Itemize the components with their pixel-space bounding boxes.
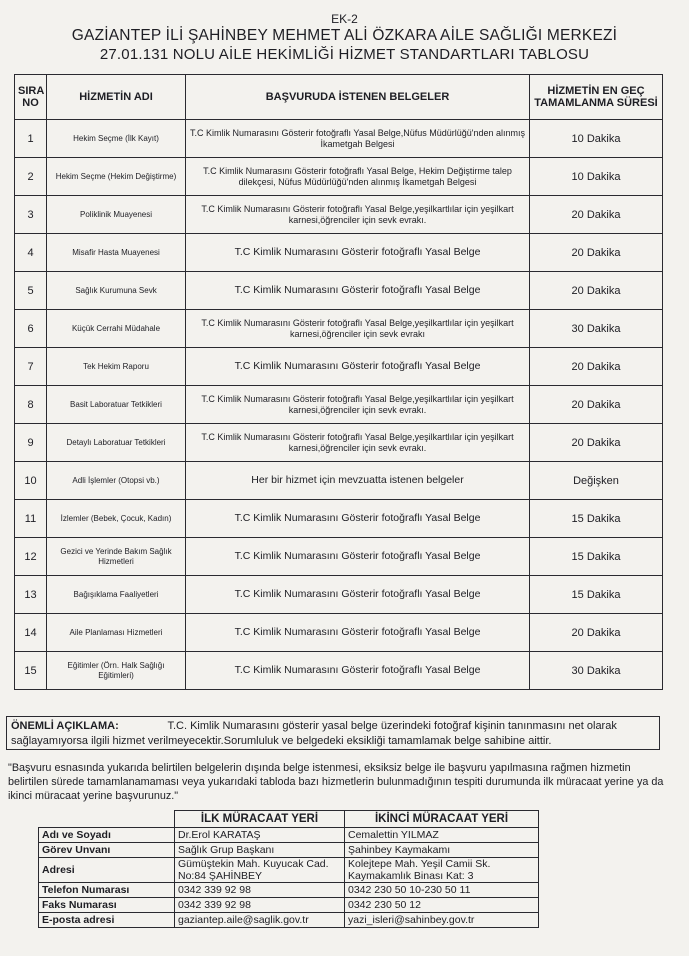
completion-time: 30 Dakika <box>530 652 663 690</box>
document-title: GAZİANTEP İLİ ŞAHİNBEY MEHMET ALİ ÖZKARA AİLE SAĞLIĞI MERKEZİ <box>71 27 618 44</box>
row-number: 7 <box>15 348 47 386</box>
table-row <box>15 196 663 234</box>
required-documents: T.C Kimlik Numarasını Gösterir fotoğraflı Yasal Belge,yeşilkartlılar için yeşilkart karnesi,öğrenciler için sevk evrakı <box>186 310 530 348</box>
service-name: Adli İşlemler (Otopsi vb.) <box>47 462 186 500</box>
application-notice: "Başvuru esnasında yukarıda belirtilen belgelerin dışında belge istenmesi, eksiksiz belge ile başvuru yapılmasına rağmen hizmetin belirtilen sürede tamamlanamaması veya yukarıdaki tabloda bazı hizmetlerin bulunmadığının tespiti durumunda ilk müracaat yerine ya da ikinci müracaat yerine başvurunuz." <box>8 762 664 802</box>
first-office-value: gaziantep.aile@saglik.gov.tr <box>175 913 345 928</box>
service-name: Küçük Cerrahi Müdahale <box>47 310 186 348</box>
required-documents: T.C Kimlik Numarasını Gösterir fotoğraflı Yasal Belge <box>186 348 530 386</box>
completion-time: 20 Dakika <box>530 424 663 462</box>
table-row <box>15 120 663 158</box>
table-header-row <box>15 75 663 120</box>
contact-table <box>38 810 539 928</box>
required-documents: T.C Kimlik Numarasını Gösterir fotoğraflı Yasal Belge <box>186 614 530 652</box>
first-office-value: Sağlık Grup Başkanı <box>175 843 345 858</box>
table-row <box>15 158 663 196</box>
completion-time: Değişken <box>530 462 663 500</box>
completion-time: 15 Dakika <box>530 576 663 614</box>
second-office-value: Şahinbey Kaymakamı <box>345 843 539 858</box>
service-name: Bağışıklama Faaliyetleri <box>47 576 186 614</box>
contact-header-empty <box>39 811 175 828</box>
completion-time: 10 Dakika <box>530 158 663 196</box>
table-row <box>15 500 663 538</box>
important-note-label: ÖNEMLİ AÇIKLAMA: <box>11 720 119 732</box>
row-number: 4 <box>15 234 47 272</box>
required-documents: Her bir hizmet için mevzuatta istenen belgeler <box>186 462 530 500</box>
second-office-value: yazi_isleri@sahinbey.gov.tr <box>345 913 539 928</box>
row-number: 3 <box>15 196 47 234</box>
contact-row <box>39 843 539 858</box>
header-first-office: İLK MÜRACAAT YERİ <box>175 811 345 828</box>
completion-time: 30 Dakika <box>530 310 663 348</box>
header-second-office: İKİNCİ MÜRACAAT YERİ <box>345 811 539 828</box>
service-name: Aile Planlaması Hizmetleri <box>47 614 186 652</box>
second-office-value: 0342 230 50 10-230 50 11 <box>345 883 539 898</box>
contact-row <box>39 828 539 843</box>
row-number: 11 <box>15 500 47 538</box>
first-office-value: 0342 339 92 98 <box>175 898 345 913</box>
table-row <box>15 424 663 462</box>
table-row <box>15 538 663 576</box>
row-number: 15 <box>15 652 47 690</box>
table-row <box>15 462 663 500</box>
service-name: İzlemler (Bebek, Çocuk, Kadın) <box>47 500 186 538</box>
contact-label: Faks Numarası <box>39 898 175 913</box>
service-name: Sağlık Kurumuna Sevk <box>47 272 186 310</box>
required-documents: T.C Kimlik Numarasını Gösterir fotoğraflı Yasal Belge <box>186 500 530 538</box>
service-name: Hekim Seçme (İlk Kayıt) <box>47 120 186 158</box>
contact-label: Adı ve Soyadı <box>39 828 175 843</box>
required-documents: T.C Kimlik Numarasını Gösterir fotoğraflı Yasal Belge,Nüfus Müdürlüğü'nden alınmış İkametgah Belgesi <box>186 120 530 158</box>
completion-time: 20 Dakika <box>530 272 663 310</box>
service-name: Detaylı Laboratuar Tetkikleri <box>47 424 186 462</box>
service-name: Hekim Seçme (Hekim Değiştirme) <box>47 158 186 196</box>
completion-time: 15 Dakika <box>530 538 663 576</box>
table-row <box>15 272 663 310</box>
first-office-value: 0342 339 92 98 <box>175 883 345 898</box>
completion-time: 20 Dakika <box>530 348 663 386</box>
header-completion-time: HİZMETİN EN GEÇ TAMAMLANMA SÜRESİ <box>530 75 663 120</box>
contact-header-row <box>39 811 539 828</box>
contact-row <box>39 898 539 913</box>
completion-time: 20 Dakika <box>530 614 663 652</box>
table-row <box>15 348 663 386</box>
service-name: Basit Laboratuar Tetkikleri <box>47 386 186 424</box>
completion-time: 20 Dakika <box>530 386 663 424</box>
table-row <box>15 652 663 690</box>
table-row <box>15 386 663 424</box>
row-number: 10 <box>15 462 47 500</box>
table-row <box>15 576 663 614</box>
second-office-value: Kolejtepe Mah. Yeşil Camii Sk. Kaymakamlık Binası Kat: 3 <box>345 858 539 883</box>
contact-row <box>39 913 539 928</box>
document-subtitle: 27.01.131 NOLU AİLE HEKİMLİĞİ HİZMET STANDARTLARI TABLOSU <box>99 46 590 63</box>
header-required-documents: BAŞVURUDA İSTENEN BELGELER <box>186 75 530 120</box>
service-name: Misafir Hasta Muayenesi <box>47 234 186 272</box>
service-name: Eğitimler (Örn. Halk Sağlığı Eğitimleri) <box>47 652 186 690</box>
contact-label: Adresi <box>39 858 175 883</box>
required-documents: T.C Kimlik Numarasını Gösterir fotoğraflı Yasal Belge,yeşilkartlılar için yeşilkart karnesi,öğrenciler için sevk evrakı. <box>186 424 530 462</box>
service-standards-table <box>14 74 663 690</box>
service-name: Gezici ve Yerinde Bakım Sağlık Hizmetleri <box>47 538 186 576</box>
table-row <box>15 614 663 652</box>
service-name: Poliklinik Muayenesi <box>47 196 186 234</box>
row-number: 2 <box>15 158 47 196</box>
second-office-value: 0342 230 50 12 <box>345 898 539 913</box>
row-number: 5 <box>15 272 47 310</box>
completion-time: 20 Dakika <box>530 234 663 272</box>
row-number: 6 <box>15 310 47 348</box>
row-number: 1 <box>15 120 47 158</box>
required-documents: T.C Kimlik Numarasını Gösterir fotoğraflı Yasal Belge <box>186 272 530 310</box>
contact-label: Telefon Numarası <box>39 883 175 898</box>
required-documents: T.C Kimlik Numarasını Gösterir fotoğraflı Yasal Belge <box>186 234 530 272</box>
completion-time: 20 Dakika <box>530 196 663 234</box>
required-documents: T.C Kimlik Numarasını Gösterir fotoğraflı Yasal Belge <box>186 538 530 576</box>
important-note-text: T.C. Kimlik Numarasını gösterir yasal belge üzerindeki fotoğraf kişinin tanınmasını net olarak sağlayamıyorsa ilgili hizmet verilmeyecektir.Sorumluluk ve belgedeki eksikliği tamamlamak belge sahibine aittir. <box>11 720 617 747</box>
completion-time: 15 Dakika <box>530 500 663 538</box>
required-documents: T.C Kimlik Numarasını Gösterir fotoğraflı Yasal Belge,yeşilkartlılar için yeşilkart karnesi,öğrenciler için sevk evrakı. <box>186 386 530 424</box>
contact-row <box>39 858 539 883</box>
annex-label: EK-2 <box>331 12 358 26</box>
row-number: 13 <box>15 576 47 614</box>
completion-time: 10 Dakika <box>530 120 663 158</box>
first-office-value: Gümüştekin Mah. Kuyucak Cad. No:84 ŞAHİNBEY <box>175 858 345 883</box>
row-number: 8 <box>15 386 47 424</box>
important-note <box>6 716 660 750</box>
required-documents: T.C Kimlik Numarasını Gösterir fotoğraflı Yasal Belge,yeşilkartlılar için yeşilkart karnesi,öğrenciler için sevk evrakı. <box>186 196 530 234</box>
required-documents: T.C Kimlik Numarasını Gösterir fotoğraflı Yasal Belge, Hekim Değiştirme talep dilekçesi, Nüfus Müdürlüğü'nden alınmış İkametgah Belgesi <box>186 158 530 196</box>
required-documents: T.C Kimlik Numarasını Gösterir fotoğraflı Yasal Belge <box>186 576 530 614</box>
row-number: 12 <box>15 538 47 576</box>
header-sira-no: SIRA NO <box>15 75 47 120</box>
second-office-value: Cemalettin YILMAZ <box>345 828 539 843</box>
required-documents: T.C Kimlik Numarasını Gösterir fotoğraflı Yasal Belge <box>186 652 530 690</box>
contact-label: E-posta adresi <box>39 913 175 928</box>
row-number: 14 <box>15 614 47 652</box>
row-number: 9 <box>15 424 47 462</box>
first-office-value: Dr.Erol KARATAŞ <box>175 828 345 843</box>
header-service-name: HİZMETİN ADI <box>47 75 186 120</box>
service-name: Tek Hekim Raporu <box>47 348 186 386</box>
contact-label: Görev Unvanı <box>39 843 175 858</box>
contact-row <box>39 883 539 898</box>
table-row <box>15 234 663 272</box>
table-row <box>15 310 663 348</box>
